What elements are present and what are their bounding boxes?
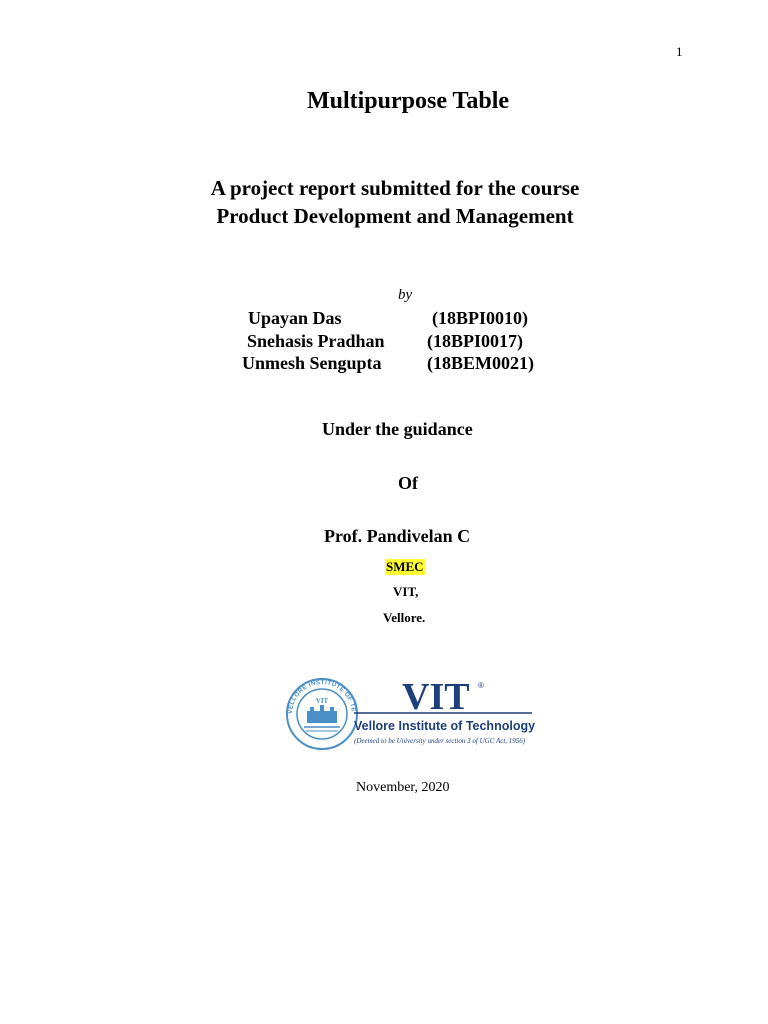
author-id: (18BEM0021)	[427, 353, 534, 373]
author-row	[248, 308, 528, 328]
guidance-label: Under the guidance	[322, 419, 473, 439]
page-number: 1	[676, 44, 683, 59]
institute-full-name: Vellore Institute of Technology	[354, 719, 536, 733]
seal-center-text: VIT	[315, 697, 329, 705]
university-seal-icon	[284, 676, 357, 749]
by-label: by	[398, 287, 413, 303]
registered-mark: ®	[478, 681, 484, 690]
subtitle-line-1: A project report submitted for the course	[210, 176, 580, 200]
city-name: Vellore.	[383, 610, 426, 625]
author-row	[242, 353, 534, 373]
report-title: Multipurpose Table	[306, 88, 510, 114]
guide-name: Prof. Pandivelan C	[324, 526, 471, 546]
vit-wordmark: VIT	[402, 676, 470, 718]
institute-name: VIT,	[393, 584, 419, 599]
author-id: (18BPI0017)	[427, 331, 523, 351]
vit-logo-graphic	[284, 676, 544, 752]
author-name: Upayan Das	[248, 308, 342, 328]
author-id: (18BPI0010)	[432, 308, 528, 328]
of-label: Of	[398, 473, 418, 493]
author-name: Snehasis Pradhan	[247, 331, 385, 351]
report-subtitle	[0, 174, 768, 230]
author-name: Unmesh Sengupta	[242, 353, 382, 373]
department-name: SMEC	[386, 559, 424, 574]
vit-logo	[284, 676, 544, 752]
institute-tagline: (Deemed to be University under section 3 of UGC Act, 1956)	[354, 737, 526, 745]
report-date: November, 2020	[356, 780, 450, 795]
author-row	[247, 331, 523, 351]
subtitle-line-2: Product Development and Management	[216, 204, 574, 228]
seal-text: VELLORE INSTITUTE OF TE	[286, 678, 357, 715]
